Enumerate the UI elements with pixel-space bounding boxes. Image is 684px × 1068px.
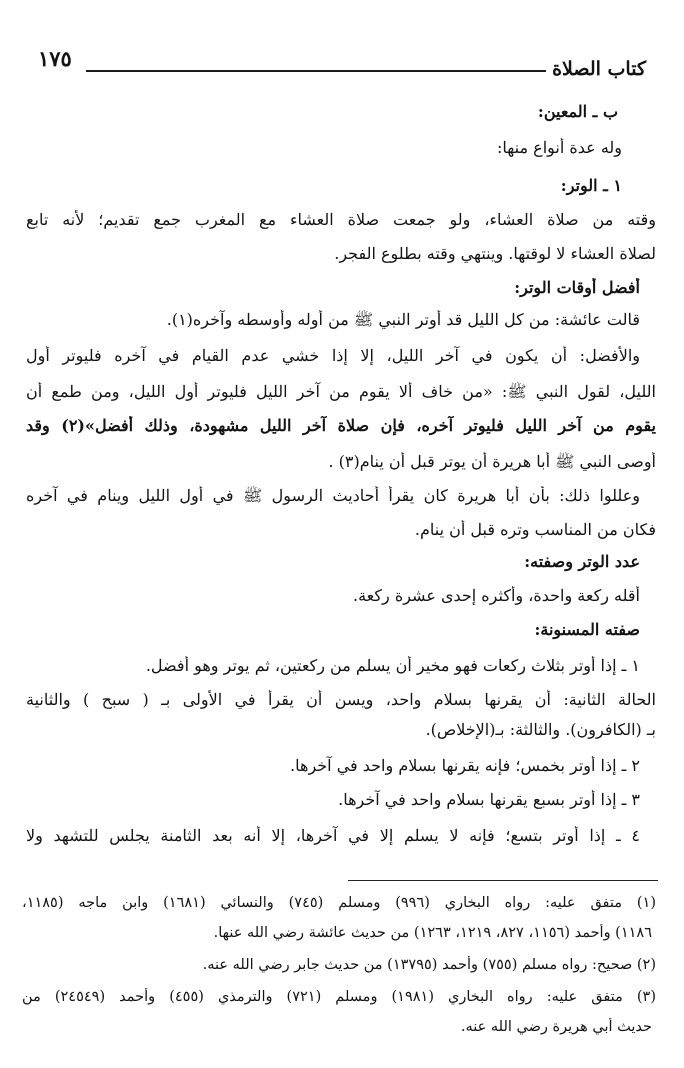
body-line: بـ (الكافرون). والثالثة: بـ(الإخلاص). [425, 720, 656, 739]
list-item: ٤ ـ إذا أوتر بتسع؛ فإنه لا يسلم إلا في آخرها، إلا أنه بعد الثامنة يجلس للتشهد ولا [26, 826, 640, 845]
footnote-line: ١١٨٦) وأحمد (١١٥٦، ٨٢٧، ١٢١٩، ١٢٦٣) من حديث عائشة رضي الله عنها. [213, 925, 652, 941]
body-line: فكان من المناسب وتره قبل أن ينام. [414, 520, 656, 539]
list-item: ٢ ـ إذا أوتر بخمس؛ فإنه يقرنها بسلام واحد في آخرها. [290, 756, 640, 775]
body-line: وله عدة أنواع منها: [497, 138, 622, 157]
running-header-title: كتاب الصلاة [552, 58, 646, 80]
footnote-line: (١) متفق عليه: رواه البخاري (٩٩٦) ومسلم (٧٤٥) والنسائي (١٦٨١) وابن ماجه (١١٨٥، [22, 895, 656, 911]
body-line: وقته من صلاة العشاء، ولو جمعت صلاة العشاء مع المغرب جمع تقديم؛ لأنه تابع [26, 210, 656, 229]
list-item: ٣ ـ إذا أوتر بسبع يقرنها بسلام واحد في آخرها. [338, 790, 640, 809]
body-line: والأفضل: أن يكون في آخر الليل، إلا إذا خشي عدم القيام في آخره فليوتر أول [26, 346, 640, 365]
body-line: الحالة الثانية: أن يقرنها بسلام واحد، ويسن أن يقرأ في الأولى بـ ( سبح ) والثانية [26, 690, 656, 709]
footnote-line: (٣) متفق عليه: رواه البخاري (١٩٨١) ومسلم (٧٢١) والترمذي (٤٥٥) وأحمد (٢٤٥٤٩) من [22, 989, 656, 1005]
footnote-line: حديث أبي هريرة رضي الله عنه. [460, 1019, 652, 1035]
subheading-witr: ١ ـ الوتر: [560, 176, 622, 195]
section-heading-muayyan: ب ـ المعين: [537, 102, 618, 121]
list-item: ١ ـ إذا أوتر بثلاث ركعات فهو مخير أن يسلم من ركعتين، ثم يوتر وهو أفضل. [145, 656, 640, 675]
body-line: لصلاة العشاء لا لوقتها. وينتهي وقته بطلوع الفجر. [334, 244, 656, 263]
page-number: ١٧٥ [38, 46, 72, 71]
body-line: وعللوا ذلك: بأن أبا هريرة كان يقرأ أحاديث الرسول ﷺ في أول الليل وينام في آخره [26, 486, 640, 505]
header-rule [86, 70, 546, 72]
subheading-best-times: أفضل أوقات الوتر: [514, 278, 640, 297]
footnote-rule [348, 880, 658, 881]
body-line: أقله ركعة واحدة، وأكثره إحدى عشرة ركعة. [353, 586, 640, 605]
hadith-line: يقوم من آخر الليل فليوتر آخره، فإن صلاة آخر الليل مشهودة، وذلك أفضل»(٢) وقد [26, 416, 656, 435]
subheading-count: عدد الوتر وصفته: [524, 552, 640, 571]
subheading-sunnah-form: صفته المسنونة: [534, 620, 640, 639]
hadith-line: الليل، لقول النبي ﷺ: «من خاف ألا يقوم من آخر الليل فليوتر أول الليل، ومن طمع أن [26, 382, 656, 401]
body-line: أوصى النبي ﷺ أبا هريرة أن يوتر قبل أن ينام(٣) . [328, 452, 656, 471]
footnote-line: (٢) صحيح: رواه مسلم (٧٥٥) وأحمد (١٣٧٩٥) من حديث جابر رضي الله عنه. [202, 957, 656, 973]
body-line: قالت عائشة: من كل الليل قد أوتر النبي ﷺ من أوله وأوسطه وآخره(١). [166, 310, 640, 329]
